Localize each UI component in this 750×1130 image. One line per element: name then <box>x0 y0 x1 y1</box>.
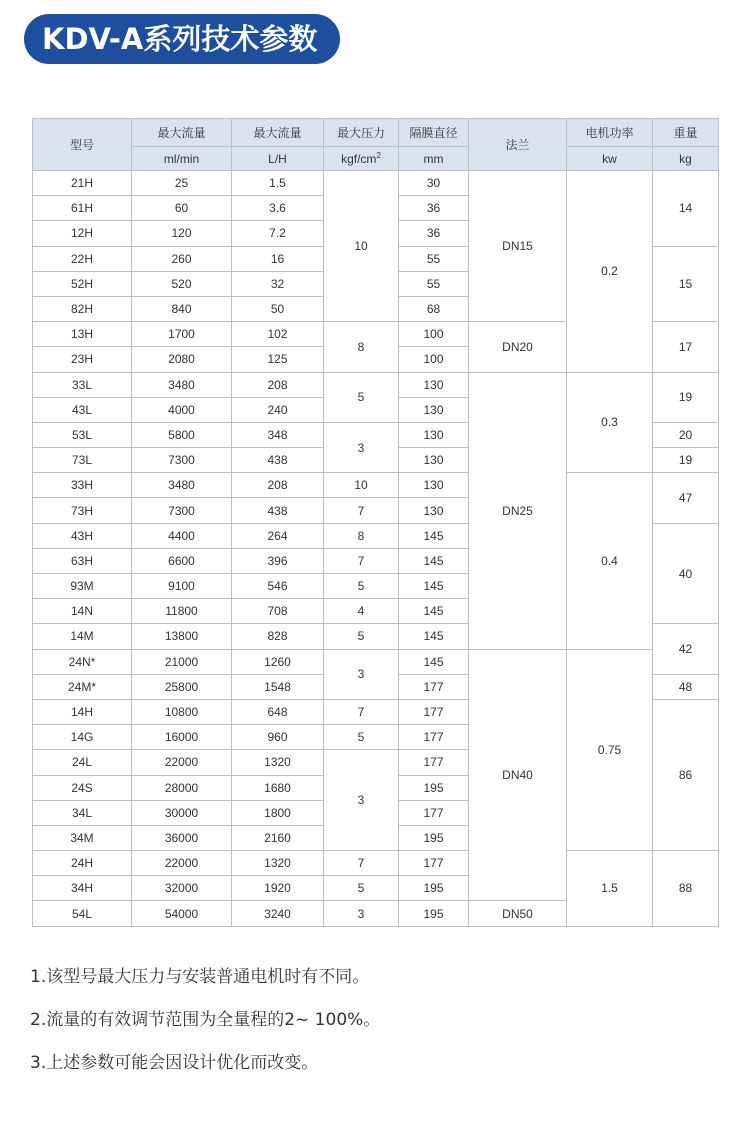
cell-flow-ml: 5800 <box>132 422 232 447</box>
cell-weight: 48 <box>653 674 719 699</box>
cell-diaphragm: 68 <box>399 296 469 321</box>
cell-model: 34M <box>33 825 132 850</box>
cell-pressure: 5 <box>324 624 399 649</box>
cell-flow-ml: 28000 <box>132 775 232 800</box>
cell-model: 24L <box>33 750 132 775</box>
cell-flow-lh: 828 <box>232 624 324 649</box>
cell-diaphragm: 55 <box>399 271 469 296</box>
cell-flow-lh: 1.5 <box>232 171 324 196</box>
cell-pressure: 3 <box>324 750 399 851</box>
cell-weight: 40 <box>653 523 719 624</box>
cell-pressure: 4 <box>324 599 399 624</box>
cell-model: 54L <box>33 901 132 926</box>
cell-flow-ml: 54000 <box>132 901 232 926</box>
spec-table <box>32 118 719 927</box>
cell-diaphragm: 36 <box>399 221 469 246</box>
cell-weight: 47 <box>653 473 719 523</box>
cell-flow-lh: 2160 <box>232 825 324 850</box>
table-row <box>33 171 719 196</box>
cell-diaphragm: 145 <box>399 523 469 548</box>
cell-flow-ml: 840 <box>132 296 232 321</box>
cell-flow-lh: 50 <box>232 296 324 321</box>
cell-diaphragm: 145 <box>399 599 469 624</box>
cell-model: 63H <box>33 548 132 573</box>
cell-model: 43L <box>33 397 132 422</box>
cell-diaphragm: 30 <box>399 171 469 196</box>
cell-diaphragm: 177 <box>399 725 469 750</box>
cell-flow-lh: 16 <box>232 246 324 271</box>
cell-model: 33H <box>33 473 132 498</box>
unit-pressure-base: kgf/cm <box>341 152 377 166</box>
cell-model: 24N* <box>33 649 132 674</box>
header-weight: 重量 <box>653 119 719 147</box>
cell-pressure: 5 <box>324 876 399 901</box>
cell-pressure: 5 <box>324 372 399 422</box>
cell-flow-ml: 11800 <box>132 599 232 624</box>
unit-l-h: L/H <box>232 147 324 171</box>
cell-flow-ml: 4400 <box>132 523 232 548</box>
unit-kg: kg <box>653 147 719 171</box>
cell-weight: 20 <box>653 422 719 447</box>
cell-flow-ml: 9100 <box>132 574 232 599</box>
cell-flow-lh: 1680 <box>232 775 324 800</box>
cell-model: 12H <box>33 221 132 246</box>
table-row <box>33 473 719 498</box>
notes <box>30 962 380 1091</box>
cell-flow-lh: 125 <box>232 347 324 372</box>
cell-diaphragm: 55 <box>399 246 469 271</box>
cell-flow-ml: 60 <box>132 196 232 221</box>
cell-model: 34H <box>33 876 132 901</box>
cell-diaphragm: 130 <box>399 498 469 523</box>
cell-model: 53L <box>33 422 132 447</box>
cell-diaphragm: 177 <box>399 800 469 825</box>
cell-pressure: 3 <box>324 901 399 926</box>
header-diaphragm: 隔膜直径 <box>399 119 469 147</box>
cell-pressure: 10 <box>324 473 399 498</box>
cell-flow-ml: 25800 <box>132 674 232 699</box>
cell-diaphragm: 177 <box>399 851 469 876</box>
cell-diaphragm: 130 <box>399 372 469 397</box>
cell-pressure: 8 <box>324 523 399 548</box>
cell-flow-lh: 7.2 <box>232 221 324 246</box>
cell-flow-ml: 260 <box>132 246 232 271</box>
cell-diaphragm: 195 <box>399 901 469 926</box>
cell-power: 1.5 <box>567 851 653 927</box>
unit-pressure-sup: 2 <box>376 151 381 160</box>
cell-flow-ml: 7300 <box>132 448 232 473</box>
header-max-pressure: 最大压力 <box>324 119 399 147</box>
cell-pressure: 7 <box>324 498 399 523</box>
note-item: 3.上述参数可能会因设计优化而改变。 <box>30 1053 319 1073</box>
cell-diaphragm: 177 <box>399 674 469 699</box>
header-flange: 法兰 <box>469 119 567 171</box>
table-row <box>33 649 719 674</box>
cell-diaphragm: 130 <box>399 473 469 498</box>
header-motor-power: 电机功率 <box>567 119 653 147</box>
cell-model: 33L <box>33 372 132 397</box>
cell-flow-ml: 30000 <box>132 800 232 825</box>
cell-flow-ml: 13800 <box>132 624 232 649</box>
cell-power: 0.2 <box>567 171 653 373</box>
cell-model: 14H <box>33 699 132 724</box>
cell-model: 34L <box>33 800 132 825</box>
note-item: 2.流量的有效调节范围为全量程的2~ 100%。 <box>30 1010 381 1030</box>
cell-flow-ml: 22000 <box>132 851 232 876</box>
cell-diaphragm: 195 <box>399 876 469 901</box>
cell-flange: DN15 <box>469 171 567 322</box>
cell-flow-ml: 2080 <box>132 347 232 372</box>
cell-diaphragm: 177 <box>399 750 469 775</box>
header-max-flow: 最大流量 <box>232 119 324 147</box>
header-model: 型号 <box>33 119 132 171</box>
cell-flange: DN25 <box>469 372 567 649</box>
cell-power: 0.3 <box>567 372 653 473</box>
cell-diaphragm: 145 <box>399 548 469 573</box>
cell-model: 24S <box>33 775 132 800</box>
cell-flow-lh: 648 <box>232 699 324 724</box>
cell-flow-lh: 546 <box>232 574 324 599</box>
cell-weight: 86 <box>653 699 719 850</box>
cell-weight: 15 <box>653 246 719 322</box>
cell-model: 14N <box>33 599 132 624</box>
cell-flow-ml: 36000 <box>132 825 232 850</box>
cell-model: 13H <box>33 322 132 347</box>
cell-diaphragm: 145 <box>399 574 469 599</box>
cell-flow-lh: 396 <box>232 548 324 573</box>
cell-flow-ml: 32000 <box>132 876 232 901</box>
cell-model: 43H <box>33 523 132 548</box>
cell-flow-lh: 438 <box>232 498 324 523</box>
cell-flow-ml: 6600 <box>132 548 232 573</box>
cell-flange: DN40 <box>469 649 567 901</box>
spec-table-body <box>33 171 719 927</box>
cell-flow-lh: 1260 <box>232 649 324 674</box>
cell-diaphragm: 177 <box>399 699 469 724</box>
cell-model: 82H <box>33 296 132 321</box>
cell-power: 0.75 <box>567 649 653 851</box>
header-max-flow: 最大流量 <box>132 119 232 147</box>
unit-kw: kw <box>567 147 653 171</box>
cell-pressure: 3 <box>324 422 399 472</box>
cell-flow-lh: 1320 <box>232 750 324 775</box>
cell-flow-lh: 708 <box>232 599 324 624</box>
cell-flow-ml: 25 <box>132 171 232 196</box>
cell-diaphragm: 130 <box>399 448 469 473</box>
cell-model: 24H <box>33 851 132 876</box>
cell-weight: 42 <box>653 624 719 674</box>
cell-flow-ml: 3480 <box>132 372 232 397</box>
cell-pressure: 8 <box>324 322 399 372</box>
page-title: KDV-A系列技术参数 <box>24 14 340 64</box>
cell-flow-ml: 520 <box>132 271 232 296</box>
cell-model: 73L <box>33 448 132 473</box>
cell-pressure: 7 <box>324 699 399 724</box>
cell-pressure: 3 <box>324 649 399 699</box>
cell-diaphragm: 100 <box>399 322 469 347</box>
cell-weight: 19 <box>653 372 719 422</box>
cell-flow-ml: 3480 <box>132 473 232 498</box>
cell-flow-lh: 1548 <box>232 674 324 699</box>
cell-model: 24M* <box>33 674 132 699</box>
cell-diaphragm: 100 <box>399 347 469 372</box>
cell-flow-lh: 960 <box>232 725 324 750</box>
cell-diaphragm: 145 <box>399 624 469 649</box>
cell-flow-lh: 438 <box>232 448 324 473</box>
cell-flow-lh: 1320 <box>232 851 324 876</box>
unit-mm: mm <box>399 147 469 171</box>
cell-flange: DN20 <box>469 322 567 372</box>
cell-model: 14M <box>33 624 132 649</box>
cell-pressure: 5 <box>324 725 399 750</box>
cell-diaphragm: 145 <box>399 649 469 674</box>
cell-flow-ml: 1700 <box>132 322 232 347</box>
cell-model: 22H <box>33 246 132 271</box>
cell-flow-lh: 208 <box>232 473 324 498</box>
cell-flow-lh: 1800 <box>232 800 324 825</box>
cell-flow-ml: 120 <box>132 221 232 246</box>
cell-model: 23H <box>33 347 132 372</box>
cell-flow-ml: 22000 <box>132 750 232 775</box>
cell-flow-lh: 264 <box>232 523 324 548</box>
cell-flow-lh: 32 <box>232 271 324 296</box>
unit-pressure <box>324 147 399 171</box>
cell-flow-lh: 102 <box>232 322 324 347</box>
cell-diaphragm: 130 <box>399 397 469 422</box>
cell-model: 14G <box>33 725 132 750</box>
cell-flow-lh: 3.6 <box>232 196 324 221</box>
cell-flow-lh: 208 <box>232 372 324 397</box>
cell-flow-ml: 16000 <box>132 725 232 750</box>
cell-pressure: 10 <box>324 171 399 322</box>
cell-flow-lh: 348 <box>232 422 324 447</box>
cell-weight: 88 <box>653 851 719 927</box>
cell-flow-lh: 3240 <box>232 901 324 926</box>
note-item: 1.该型号最大压力与安装普通电机时有不同。 <box>30 967 370 987</box>
cell-diaphragm: 130 <box>399 422 469 447</box>
cell-model: 21H <box>33 171 132 196</box>
cell-flow-lh: 240 <box>232 397 324 422</box>
cell-diaphragm: 195 <box>399 825 469 850</box>
cell-flange: DN50 <box>469 901 567 926</box>
cell-flow-ml: 7300 <box>132 498 232 523</box>
table-row <box>33 851 719 876</box>
cell-model: 61H <box>33 196 132 221</box>
cell-power: 0.4 <box>567 473 653 649</box>
cell-flow-ml: 10800 <box>132 699 232 724</box>
cell-diaphragm: 195 <box>399 775 469 800</box>
unit-ml-min: ml/min <box>132 147 232 171</box>
cell-model: 73H <box>33 498 132 523</box>
cell-flow-ml: 21000 <box>132 649 232 674</box>
cell-diaphragm: 36 <box>399 196 469 221</box>
cell-model: 93M <box>33 574 132 599</box>
cell-pressure: 7 <box>324 851 399 876</box>
cell-weight: 19 <box>653 448 719 473</box>
cell-pressure: 7 <box>324 548 399 573</box>
cell-model: 52H <box>33 271 132 296</box>
table-row <box>33 372 719 397</box>
cell-flow-ml: 4000 <box>132 397 232 422</box>
cell-flow-lh: 1920 <box>232 876 324 901</box>
cell-pressure: 5 <box>324 574 399 599</box>
cell-weight: 17 <box>653 322 719 372</box>
cell-weight: 14 <box>653 171 719 247</box>
